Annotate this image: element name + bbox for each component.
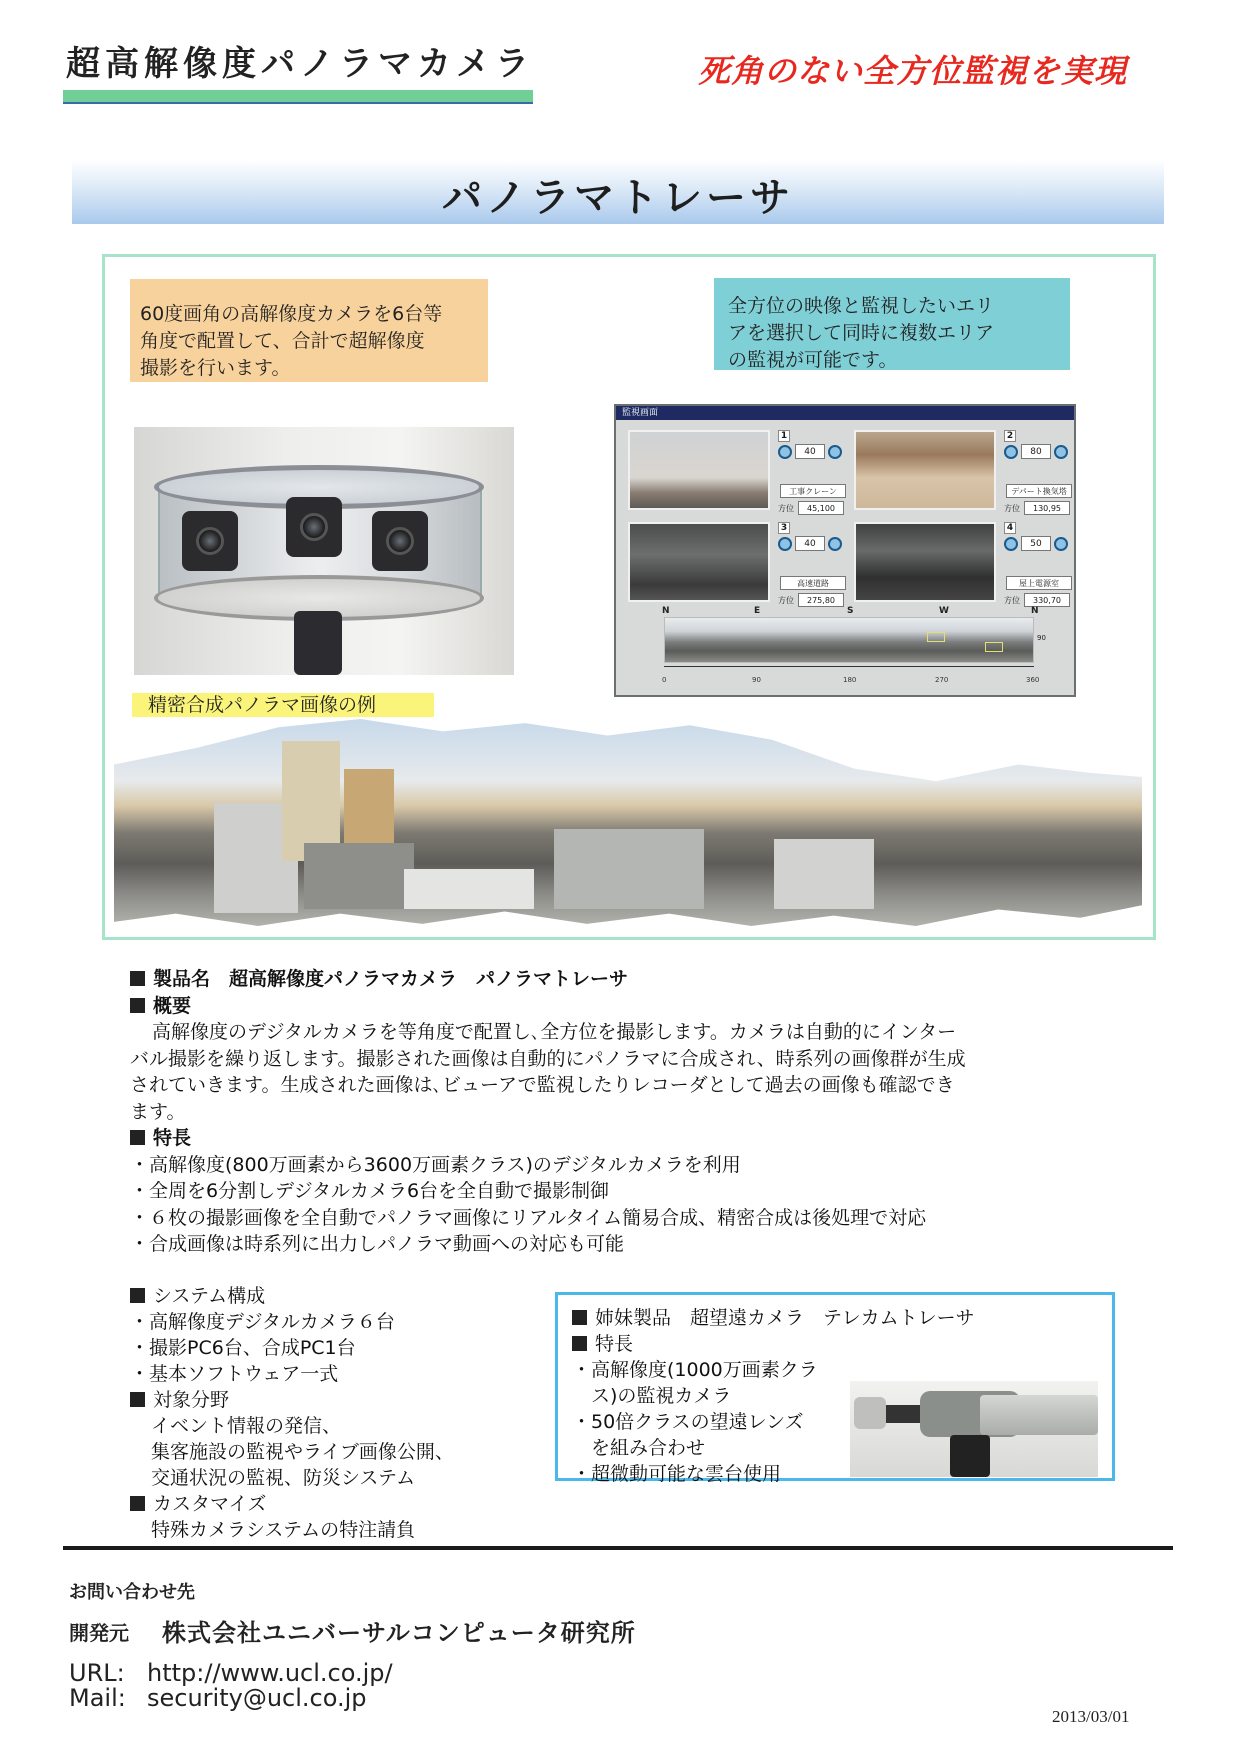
compass-north: N	[662, 606, 670, 616]
azimuth-label: 方位	[1004, 504, 1020, 513]
square-bullet-icon	[130, 1130, 145, 1145]
camera-body	[854, 1397, 886, 1429]
area-label[interactable]: 屋上電源室	[1006, 576, 1072, 590]
overview-line: 高解像度のデジタルカメラを等角度で配置し､全方位を撮影します。カメラは自動的にインター	[152, 1021, 957, 1043]
publish-date: 2013/03/01	[1052, 1707, 1130, 1726]
sister-product-box	[555, 1292, 1115, 1485]
scale-tick: 270	[935, 676, 949, 684]
sister-feature: ・高解像度(1000万画素クラ	[572, 1359, 818, 1381]
camera-note-line: 撮影を行います。	[140, 357, 291, 379]
overview-line: バル撮影を繰り返します。撮影された画像は自動的にパノラマに合成され、時系列の画像群が生成	[130, 1047, 966, 1070]
mail-row	[69, 1684, 367, 1712]
rig-mount	[294, 611, 342, 675]
view-index: 3	[778, 522, 790, 534]
zoom-in-icon[interactable]	[1054, 445, 1068, 459]
view-index: 4	[1004, 522, 1016, 534]
view-3-image[interactable]	[628, 522, 770, 602]
azimuth-axis	[664, 666, 1034, 667]
compass-west: W	[939, 606, 949, 616]
selection-box[interactable]	[985, 642, 1003, 652]
system-section	[130, 1283, 530, 1543]
zoom-out-icon[interactable]	[1004, 445, 1018, 459]
slogan: 死角のない全方位監視を実現	[698, 52, 1128, 90]
camera-rig-photo	[134, 427, 514, 675]
feature-item: ・高解像度(800万画素から3600万画素クラス)のデジタルカメラを利用	[130, 1153, 741, 1176]
camera-unit	[372, 511, 428, 571]
overview-line: されていきます。生成された画像は､ビューアで監視したりレコーダとして過去の画像も確認でき	[130, 1074, 955, 1096]
zoom-value-field[interactable]: 40	[795, 444, 825, 459]
sister-feature: ・50倍クラスの望遠レンズ	[572, 1411, 804, 1433]
camera-note-line: 角度で配置して、合計で超解像度	[140, 330, 425, 352]
fields-heading-row	[130, 1387, 530, 1413]
zoom-value-field[interactable]: 50	[1021, 536, 1051, 551]
area-label[interactable]: 工事クレーン	[780, 484, 846, 498]
category-title: 超高解像度パノラマカメラ	[66, 44, 534, 84]
sister-heading-row	[572, 1305, 1092, 1331]
overview-line: ます。	[130, 1100, 186, 1123]
tripod-head	[950, 1435, 990, 1477]
view-3-controls	[778, 522, 848, 608]
sister-heading: 姉妹製品 超望遠カメラ テレカムトレーサ	[595, 1307, 975, 1329]
developer-name: 株式会社ユニバーサルコンピュータ研究所	[162, 1619, 636, 1647]
spec-section	[130, 966, 1120, 1258]
view-1-controls	[778, 430, 848, 516]
accent-bar	[63, 90, 533, 104]
azimuth-field[interactable]: 330,70	[1024, 593, 1070, 607]
view-index: 2	[1004, 430, 1016, 442]
zoom-in-icon[interactable]	[828, 537, 842, 551]
azimuth-field[interactable]: 275,80	[798, 593, 844, 607]
sister-feature: ・超微動可能な雲台使用	[572, 1463, 782, 1485]
monitor-screen	[614, 404, 1076, 697]
fields-heading: 対象分野	[153, 1389, 230, 1411]
view-2-controls	[1004, 430, 1074, 516]
scale-tick: 90	[752, 676, 761, 684]
mail-link[interactable]: security@ucl.co.jp	[147, 1684, 367, 1712]
azimuth-field[interactable]: 130,95	[1024, 501, 1070, 515]
footer-divider	[63, 1546, 1173, 1550]
camera-unit	[182, 511, 238, 571]
building	[554, 829, 704, 909]
azimuth-label: 方位	[778, 596, 794, 605]
scale-tick: 0	[662, 676, 667, 684]
url-label: URL:	[69, 1659, 125, 1687]
sister-features-heading: 特長	[595, 1333, 634, 1355]
zoom-value-field[interactable]: 40	[795, 536, 825, 551]
camera-note-line: 60度画角の高解像度カメラを6台等	[140, 303, 443, 325]
feature-item: ・全周を6分割しデジタルカメラ6台を全自動で撮影制御	[130, 1180, 610, 1202]
sister-features-heading-row	[572, 1331, 1092, 1357]
compass-east: E	[754, 606, 761, 616]
panorama-label: 精密合成パノラマ画像の例	[132, 693, 434, 717]
feature-item: ・合成画像は時系列に出力しパノラマ動画への対応も可能	[130, 1233, 625, 1255]
url-link[interactable]: http://www.ucl.co.jp/	[147, 1659, 393, 1687]
area-label[interactable]: デパート換気塔	[1006, 484, 1072, 498]
square-bullet-icon	[130, 1288, 145, 1303]
zoom-in-icon[interactable]	[1054, 537, 1068, 551]
sister-feature: を組み合わせ	[572, 1437, 706, 1459]
lens-icon	[196, 527, 224, 555]
features-heading-row	[130, 1125, 1120, 1152]
system-heading: システム構成	[153, 1285, 266, 1307]
view-2-image[interactable]	[854, 430, 996, 510]
azimuth-field[interactable]: 45,100	[798, 501, 844, 515]
scale-tick: 180	[843, 676, 857, 684]
compass-south: S	[847, 606, 854, 616]
lens-icon	[386, 527, 414, 555]
azimuth-label: 方位	[1004, 596, 1020, 605]
selection-box[interactable]	[927, 632, 945, 642]
system-item: ・撮影PC6台、合成PC1台	[130, 1337, 356, 1359]
building	[774, 839, 874, 909]
camera-note	[130, 279, 488, 382]
system-heading-row	[130, 1283, 530, 1309]
square-bullet-icon	[130, 1392, 145, 1407]
rooftop	[404, 869, 534, 909]
zoom-out-icon[interactable]	[778, 537, 792, 551]
zoom-out-icon[interactable]	[1004, 537, 1018, 551]
azimuth-label: 方位	[778, 504, 794, 513]
product-title: パノラマトレーサ	[442, 175, 794, 221]
telescope-camera-photo	[850, 1381, 1098, 1477]
mail-label: Mail:	[69, 1684, 126, 1712]
overview-heading-row	[130, 993, 1120, 1020]
square-bullet-icon	[130, 1496, 145, 1511]
scale-tick: 360	[1026, 676, 1040, 684]
square-bullet-icon	[572, 1336, 587, 1351]
camera-unit	[286, 497, 342, 557]
zoom-out-icon[interactable]	[778, 445, 792, 459]
view-4-controls	[1004, 522, 1074, 608]
view-4-image[interactable]	[854, 522, 996, 602]
monitor-panorama-strip[interactable]	[664, 617, 1034, 663]
zoom-in-icon[interactable]	[828, 445, 842, 459]
fields-line: 集客施設の監視やライブ画像公開、	[151, 1441, 454, 1463]
monitor-note-line: アを選択して同時に複数エリア	[728, 322, 995, 344]
product-banner	[72, 160, 1164, 224]
feature-item: ・６枚の撮影画像を全自動でパノラマ画像にリアルタイム簡易合成、精密合成は後処理で対応	[130, 1206, 927, 1229]
monitor-note-line: 全方位の映像と監視したいエリ	[728, 295, 995, 317]
monitor-window-title: 監視画面	[616, 406, 1074, 420]
scope-tube	[980, 1395, 1098, 1435]
monitor-note	[714, 278, 1070, 370]
square-bullet-icon	[572, 1310, 587, 1325]
product-name-heading: 製品名	[153, 968, 211, 990]
contact-heading: お問い合わせ先	[69, 1582, 195, 1603]
features-heading: 特長	[153, 1127, 192, 1149]
building	[304, 843, 414, 909]
compass-north-end: N	[1031, 606, 1039, 616]
fields-line: イベント情報の発信、	[151, 1415, 342, 1437]
vertical-scale-label: 90	[1037, 634, 1046, 642]
square-bullet-icon	[130, 998, 145, 1013]
area-label[interactable]: 高速道路	[780, 576, 846, 590]
developer-label: 開発元	[69, 1621, 129, 1645]
square-bullet-icon	[130, 971, 145, 986]
fields-line: 交通状況の監視、防災システム	[151, 1467, 416, 1489]
zoom-value-field[interactable]: 80	[1021, 444, 1051, 459]
view-1-image[interactable]	[628, 430, 770, 510]
custom-text: 特殊カメラシステムの特注請負	[151, 1519, 416, 1541]
lens-icon	[300, 513, 328, 541]
custom-heading: カスタマイズ	[153, 1493, 267, 1515]
product-name-row	[130, 966, 1120, 993]
system-item: ・基本ソフトウェア一式	[130, 1363, 339, 1385]
monitor-note-line: の監視が可能です。	[728, 349, 898, 371]
url-row	[69, 1659, 393, 1687]
overview-heading: 概要	[153, 994, 192, 1017]
custom-heading-row	[130, 1491, 530, 1517]
view-index: 1	[778, 430, 790, 442]
product-name: 超高解像度パノラマカメラ パノラマトレーサ	[229, 968, 629, 990]
sister-feature: ス)の監視カメラ	[572, 1385, 732, 1407]
system-item: ・高解像度デジタルカメラ６台	[130, 1311, 395, 1333]
